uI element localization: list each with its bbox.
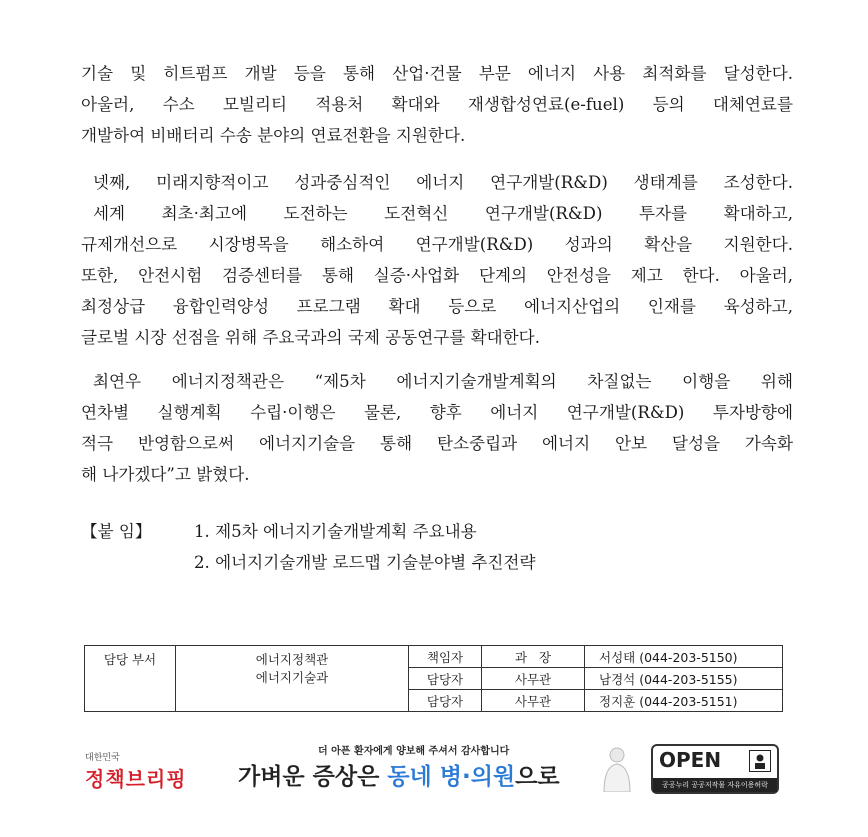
- open-license-bar: 공공누리 공공저작물 자유이용허락: [653, 778, 777, 792]
- banner-title: 가벼운 증상은 동네 병·의원으로: [238, 764, 560, 790]
- footer: [0, 738, 868, 798]
- text-line: 또한, 안전시험 검증센터를 통해 실증·사업화 단계의 안전성을 제고 한다. 아울러,: [81, 266, 793, 285]
- kogl-open-badge[interactable]: [651, 744, 779, 794]
- contact-table: [84, 645, 783, 712]
- paragraph-fourth: [81, 167, 793, 353]
- text-line: 최정상급 융합인력양성 프로그램 확대 등으로 에너지산업의 인재를 육성하고,: [81, 297, 793, 316]
- paragraph-quote: [81, 366, 793, 490]
- text-line: 기술 및 히트펌프 개발 등을 통해 산업·건물 부문 에너지 사용 최적화를 달성한다.: [81, 64, 793, 83]
- table-row: [85, 646, 783, 668]
- logo-small-text: 대한민국: [85, 753, 120, 763]
- dept-label-cell: 담당 부서: [85, 646, 176, 712]
- person-cell: 남경석 (044-203-5155): [585, 668, 783, 690]
- text-line: 아울러, 수소 모빌리티 적용처 확대와 재생합성연료(e-fuel) 등의 대체연료를: [81, 95, 793, 114]
- doctor-figure-icon: [600, 746, 634, 792]
- attachment-item: 1. 제5차 에너지기술개발계획 주요내용: [194, 522, 477, 541]
- text-line: 넷째, 미래지향적이고 성과중심적인 에너지 연구개발(R&D) 생태계를 조성한다.: [93, 173, 793, 192]
- title-cell: 사무관: [482, 690, 585, 712]
- campaign-banner[interactable]: [238, 738, 638, 798]
- text-line: 연차별 실행계획 수립·이행은 물론, 향후 에너지 연구개발(R&D) 투자방향에: [81, 403, 793, 422]
- title-cell: 과 장: [482, 646, 585, 668]
- person-cell: 서성태 (044-203-5150): [585, 646, 783, 668]
- text-line: 규제개선으로 시장병목을 해소하여 연구개발(R&D) 성과의 확산을 지원한다.: [81, 235, 793, 254]
- text-line: 개발하여 비배터리 수송 분야의 연료전환을 지원한다.: [81, 126, 466, 145]
- text-line: 최연우 에너지정책관은 “제5차 에너지기술개발계획의 차질없는 이행을 위해: [93, 372, 793, 391]
- text-line: 글로벌 시장 선점을 위해 주요국과의 국제 공동연구를 확대한다.: [81, 328, 540, 347]
- attachments: [81, 516, 536, 578]
- dept-names-cell: 에너지정책관 에너지기술과: [176, 646, 409, 712]
- attachment-item: 2. 에너지기술개발 로드맵 기술분야별 추진전략: [194, 553, 536, 572]
- text-line: 세계 최초·최고에 도전하는 도전혁신 연구개발(R&D) 투자를 확대하고,: [93, 204, 793, 223]
- person-cell: 정지훈 (044-203-5151): [585, 690, 783, 712]
- role-cell: 담당자: [409, 690, 482, 712]
- paragraph-intro: [81, 58, 793, 151]
- text-line: 해 나가겠다”고 밝혔다.: [81, 465, 250, 484]
- role-cell: 책임자: [409, 646, 482, 668]
- role-cell: 담당자: [409, 668, 482, 690]
- title-cell: 사무관: [482, 668, 585, 690]
- banner-subtitle: 더 아픈 환자에게 양보해 주셔서 감사합니다: [318, 746, 510, 757]
- open-label: OPEN: [659, 748, 722, 772]
- person-icon: [749, 750, 771, 772]
- attachments-label: 【붙 임】: [81, 522, 152, 541]
- logo-big-text: 정책브리핑: [85, 767, 187, 791]
- text-line: 적극 반영함으로써 에너지기술을 통해 탄소중립과 에너지 안보 달성을 가속화: [81, 434, 793, 453]
- policy-briefing-logo[interactable]: [85, 750, 187, 792]
